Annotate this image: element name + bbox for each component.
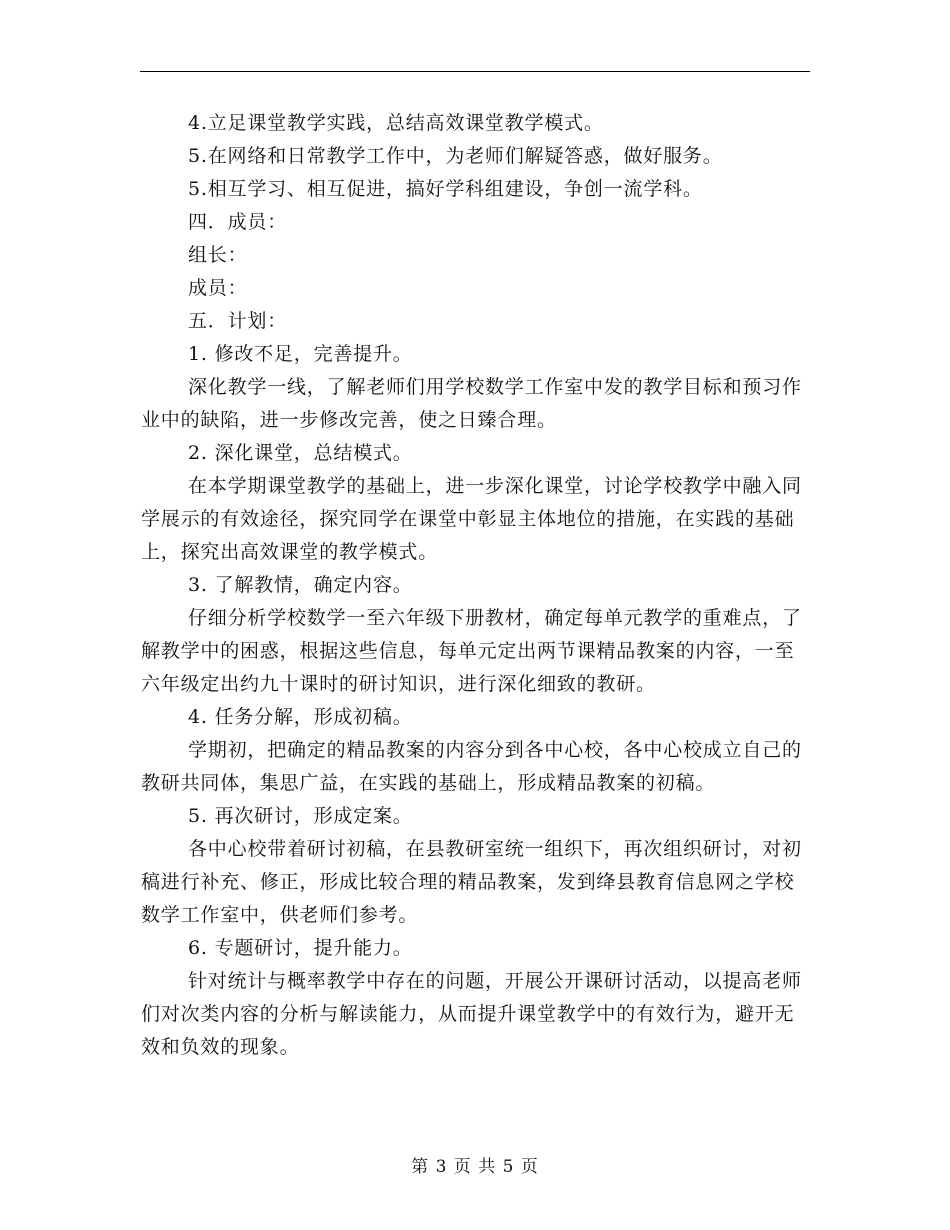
plan-item-heading-6: 6. 专题研讨，提升能力。: [188, 937, 413, 959]
plan-item-heading-2: 2. 深化课堂，总结模式。: [188, 442, 413, 464]
header-rule: [140, 71, 810, 72]
document-body: [141, 107, 809, 1064]
plan-item-heading-1: 1. 修改不足，完善提升。: [188, 343, 413, 365]
section-heading-members: 四．成员：: [188, 211, 288, 233]
paragraph-goal-4: 4.立足课堂教学实践，总结高效课堂教学模式。: [188, 112, 604, 134]
plan-item-body-6: 针对统计与概率教学中存在的问题，开展公开课研讨活动，以提高老师们对次类内容的分析与解读能力，从而提升课堂教学中的有效行为，避开无效和负效的现象。: [141, 970, 802, 1058]
paragraph-members: 成员：: [188, 277, 248, 299]
section-heading-plan: 五．计划：: [188, 310, 288, 332]
paragraph-goal-5a: 5.在网络和日常教学工作中，为老师们解疑答惑，做好服务。: [188, 145, 723, 167]
plan-item-body-3: 仔细分析学校数学一至六年级下册教材，确定每单元教学的重难点，了解教学中的困惑，根据这些信息，每单元定出两节课精品教案的内容，一至六年级定出约九十课时的研讨知识，进行深化细致的教研。: [141, 607, 802, 695]
plan-item-body-5: 各中心校带着研讨初稿，在县教研室统一组织下，再次组织研讨，对初稿进行补充、修正，形成比较合理的精品教案，发到绛县教育信息网之学校数学工作室中，供老师们参考。: [141, 838, 802, 926]
page-number-footer: 第 3 页 共 5 页: [411, 1157, 539, 1177]
plan-item-body-1: 深化教学一线，了解老师们用学校数学工作室中发的教学目标和预习作业中的缺陷，进一步修改完善，使之日臻合理。: [141, 376, 802, 431]
plan-item-heading-3: 3. 了解教情，确定内容。: [188, 574, 413, 596]
plan-item-heading-5: 5. 再次研讨，形成定案。: [188, 805, 413, 827]
plan-item-body-4: 学期初，把确定的精品教案的内容分到各中心校，各中心校成立自己的教研共同体，集思广益，在实践的基础上，形成精品教案的初稿。: [141, 739, 802, 794]
paragraph-goal-5b: 5.相互学习、相互促进，搞好学科组建设，争创一流学科。: [188, 178, 703, 200]
paragraph-leader: 组长：: [188, 244, 248, 266]
plan-item-body-2: 在本学期课堂教学的基础上，进一步深化课堂，讨论学校教学中融入同学展示的有效途径，探究同学在课堂中彰显主体地位的措施，在实践的基础上，探究出高效课堂的教学模式。: [141, 475, 802, 563]
plan-item-heading-4: 4. 任务分解，形成初稿。: [188, 706, 413, 728]
